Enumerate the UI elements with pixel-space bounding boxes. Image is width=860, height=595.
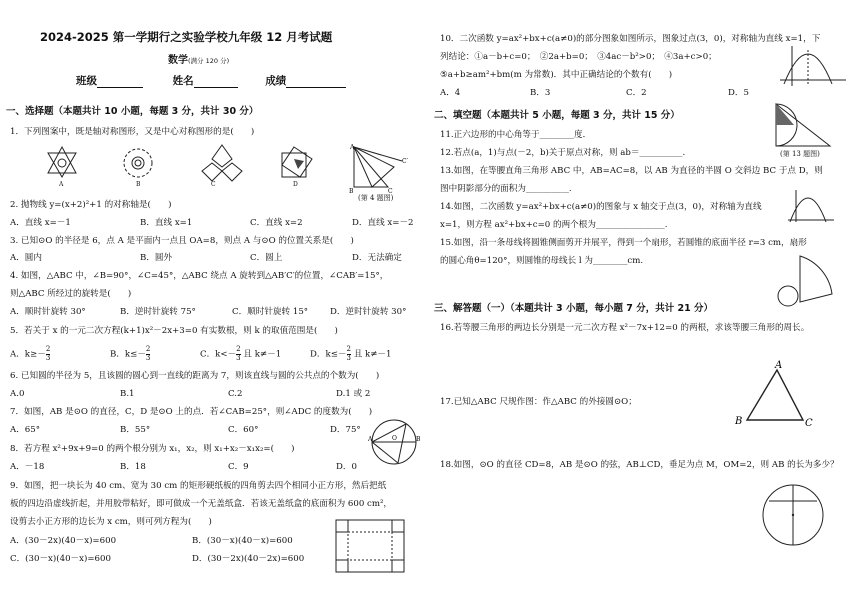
- q6-option-c[interactable]: C.2: [228, 389, 243, 399]
- q10-option-d[interactable]: D．5: [728, 88, 749, 98]
- q10-parabola-figure: [778, 44, 848, 88]
- q7-text: 7．如图，AB 是⊙O 的直径，C，D 是⊙O 上的点．若∠CAB=25°，则∠ADC 的度数为( ): [10, 407, 373, 417]
- q1-label-a: A: [59, 181, 64, 188]
- q17-text: 17.已知△ABC 尺规作图：作△ABC 的外接圆⊙O；: [440, 397, 637, 407]
- q1-label-b: B: [136, 181, 141, 188]
- q5-text: 5．若关于 x 的一元二次方程(k+1)x²－2x+3=0 有实数根，则 k 的取值范围是( ): [10, 326, 338, 336]
- q5-option-a[interactable]: A．k≥－ $\frac{2}{3}$: [10, 345, 51, 362]
- q7-option-c[interactable]: C．60°: [228, 425, 259, 435]
- student-info-row: [76, 75, 346, 88]
- tri-label-a: A: [775, 360, 783, 371]
- svg-text:C′: C′: [402, 158, 408, 165]
- q14-parabola-figure: [786, 188, 836, 224]
- q18-text: 18.如图，⊙O 的直径 CD=8，AB 是⊙O 的弦，AB⊥CD，垂足为点 M，OM=2，则 AB 的长为多少？: [440, 460, 839, 470]
- q3-option-d[interactable]: D．无法确定: [352, 253, 402, 263]
- q3-option-c[interactable]: C．圆上: [250, 253, 283, 263]
- score-blank[interactable]: [286, 77, 346, 88]
- q4-option-b[interactable]: B．逆时针旋转 75°: [120, 307, 196, 317]
- exam-title: 2024-2025 第一学期行之实验学校九年级 12 月考试题: [40, 30, 333, 44]
- q4-option-d[interactable]: D．逆时针旋转 30°: [330, 307, 407, 317]
- q3-option-a[interactable]: A．圆内: [10, 253, 42, 263]
- q10-option-b[interactable]: B．3: [530, 88, 551, 98]
- q7-option-a[interactable]: A．65°: [10, 425, 41, 435]
- q15-line-1: 15.如图，沿一条母线将圆锥侧面剪开并展平，得到一个扇形，若圆锥的底面半径 r=3 cm，扇形: [440, 238, 807, 248]
- q18-circle-figure: [755, 475, 835, 555]
- section2-heading: 二、填空题（本题共计 5 小题，每题 3 分，共计 15 分）: [434, 110, 680, 121]
- q6-option-a[interactable]: A.0: [10, 389, 25, 399]
- q2-text: 2. 抛物线 y=(x+2)²+1 的对称轴是( ): [10, 200, 172, 210]
- q2-option-c[interactable]: C．直线 x=2: [250, 218, 303, 228]
- q7-option-b[interactable]: B．55°: [120, 425, 151, 435]
- q7-circle-figure: [368, 416, 420, 468]
- q16-text: 16.若等腰三角形的两边长分别是一元二次方程 x²－7x+12=0 的两根，求该等腰三角形的周长。: [440, 323, 810, 333]
- svg-text:A: A: [350, 144, 355, 151]
- q10-option-c[interactable]: C．2: [626, 88, 647, 98]
- svg-text:C: C: [388, 188, 393, 195]
- svg-text:A: A: [368, 436, 373, 443]
- q4-option-a[interactable]: A．顺时针旋转 30°: [10, 307, 86, 317]
- q2-option-a[interactable]: A．直线 x=－1: [10, 218, 71, 228]
- q9-line-3: 设剪去小正方形的边长为 x cm，则可列方程为( ): [10, 517, 212, 527]
- q10-line-2: 列结论：①a－b+c=0； ②2a+b=0； ③4ac－b²>0； ④3a+c>0；: [440, 52, 717, 62]
- q2-option-b[interactable]: B．直线 x=1: [140, 218, 193, 228]
- q8-text: 8．若方程 x²+9x+9=0 的两个根分别为 x₁，x₂，则 x₁+x₂－x₁x₂=( ): [10, 444, 295, 454]
- q13-triangle-figure: [770, 100, 836, 150]
- q8-option-a[interactable]: A．－18: [10, 462, 45, 472]
- class-label: 班级: [76, 75, 97, 87]
- figure-c-icon: [202, 145, 242, 181]
- q6-option-b[interactable]: B.1: [120, 389, 135, 399]
- q1-text: 1．下列图案中，既是轴对称图形，又是中心对称图形的是( ): [10, 127, 255, 137]
- class-blank[interactable]: [97, 77, 143, 88]
- q9-option-a[interactable]: A．(30－2x)(40－x)=600: [10, 536, 117, 546]
- q15-cone-figure: [770, 250, 836, 308]
- q8-option-b[interactable]: B．18: [120, 462, 146, 472]
- q13-line-1: 13.如图，在等腰直角三角形 ABC 中，AB=AC=8，以 AB 为直径的半圆 O 交斜边 BC 于点 D，则: [440, 166, 823, 176]
- q8-option-d[interactable]: D．0: [336, 462, 357, 472]
- q10-option-a[interactable]: A．4: [440, 88, 461, 98]
- q8-option-c[interactable]: C．9: [228, 462, 249, 472]
- q3-option-b[interactable]: B．圆外: [140, 253, 173, 263]
- q17-triangle-figure: [735, 360, 815, 432]
- q10-line-3: ⑤a+b≥am²+bm(m 为常数)．其中正确结论的个数有( ): [440, 70, 673, 80]
- q9-box-figure: [334, 518, 406, 576]
- q3-text: 3. 已知⊙O 的半径是 6，点 A 是平面内一点且 OA=8，则点 A 与⊙O 的位置关系是( ): [10, 236, 354, 246]
- q14-line-2: x=1，则方程 ax²+bx+c=0 的两个根为________________.: [440, 220, 668, 230]
- q13-line-2: 图中阴影部分的面积为__________.: [440, 184, 572, 194]
- q2-option-d[interactable]: D．直线 x=－2: [352, 218, 414, 228]
- q4-figure: [348, 143, 410, 195]
- q11-text: 11.正六边形的中心角等于________度．: [440, 130, 592, 140]
- q4-text-2: 则△ABC 所经过的旋转是( ): [10, 289, 132, 299]
- q10-line-1: 10．二次函数 y=ax²+bx+c(a≠0)的部分图象如图所示，图象过点(3，0)，对称轴为直线 x=1，下: [440, 34, 821, 44]
- q12-text: 12.若点(a，1)与点(－2，b)关于原点对称，则 ab＝__________.: [440, 148, 686, 158]
- q4-text-1: 4. 如图，△ABC 中，∠B=90°，∠C=45°，△ABC 绕点 A 旋转到△AB′C′的位置，∠CAB′=15°，: [10, 271, 389, 281]
- figure-a-icon: [48, 147, 76, 177]
- name-label: 姓名: [172, 75, 194, 87]
- svg-text:B: B: [416, 436, 420, 443]
- q5-option-d[interactable]: D．k≤－ $\frac{2}{3}$ 且 k≠－1: [310, 345, 392, 362]
- exam-subject: 数学(满分 120 分): [168, 55, 230, 66]
- svg-text:B: B: [349, 188, 354, 195]
- q9-option-d[interactable]: D．(30－2x)(40－2x)=600: [192, 554, 305, 564]
- q5-option-c[interactable]: C．k<－ $\frac{2}{3}$ 且 k≠－1: [200, 345, 282, 362]
- q7-option-d[interactable]: D．75°: [330, 425, 361, 435]
- figure-d-icon: [282, 147, 312, 177]
- q6-text: 6. 已知圆的半径为 5，且该圆的圆心到一直线的距离为 7，则该直线与圆的公共点的个数为( ): [10, 371, 380, 381]
- q14-line-1: 14.如图，二次函数 y=ax²+bx+c(a≠0)的图象与 x 轴交于点(3，0)，对称轴为直线: [440, 202, 762, 212]
- q9-option-b[interactable]: B．(30－x)(40－x)=600: [192, 536, 293, 546]
- q1-label-c: C: [211, 181, 216, 188]
- q6-option-d[interactable]: D.1 或 2: [336, 389, 371, 399]
- q13-fig-caption: (第 13 题图): [780, 150, 820, 158]
- section1-heading: 一、选择题（本题共计 10 小题，每题 3 分，共计 30 分）: [6, 106, 259, 117]
- tri-label-b: B: [735, 416, 743, 427]
- figure-b-icon: [124, 149, 152, 177]
- q4-fig-caption: (第 4 题图): [358, 194, 394, 202]
- q9-line-1: 9．如图，把一块长为 40 cm、宽为 30 cm 的矩形硬纸板的四角剪去四个相同小正方形，然后把纸: [10, 481, 387, 491]
- q9-line-2: 板的四边沿虚线折起，并用胶带粘好，即可做成一个无盖纸盒．若该无盖纸盒的底面积为 600 cm²，: [10, 499, 393, 509]
- tri-label-c: C: [805, 418, 813, 429]
- q5-option-b[interactable]: B．k≤－ $\frac{2}{3}$: [110, 345, 151, 362]
- section3-heading: 三、解答题（一）（本题共计 3 小题，每小题 7 分，共计 21 分）: [434, 303, 714, 314]
- q1-label-d: D: [293, 181, 298, 188]
- name-blank[interactable]: [194, 77, 238, 88]
- q15-line-2: 的圆心角θ=120°，则圆锥的母线长 l 为________cm.: [440, 256, 644, 266]
- score-label: 成绩: [265, 75, 287, 87]
- q4-option-c[interactable]: C．顺时针旋转 15°: [232, 307, 309, 317]
- svg-text:O: O: [392, 435, 397, 442]
- q9-option-c[interactable]: C．(30－x)(40－x)=600: [10, 554, 111, 564]
